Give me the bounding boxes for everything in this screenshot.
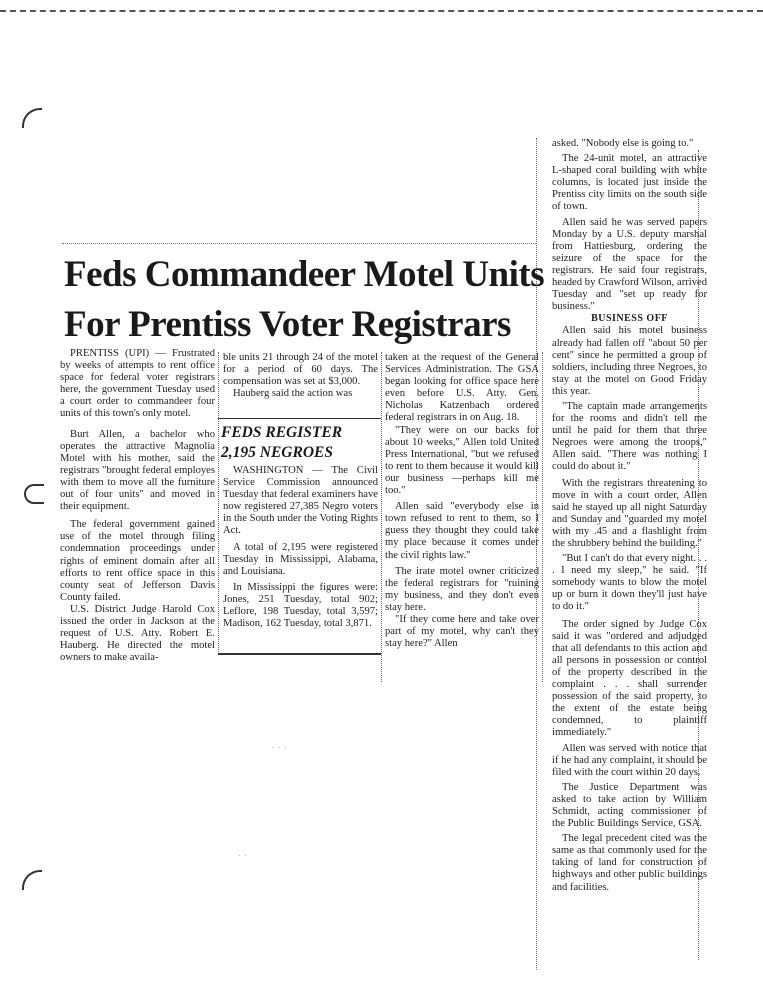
sidebar-headline <box>221 423 349 463</box>
sidebar-story-body <box>223 465 378 630</box>
article-column-1 <box>60 348 215 664</box>
punch-hole-mark <box>24 484 44 504</box>
scan-speck: · · <box>238 852 248 860</box>
crosshead: BUSINESS OFF <box>591 313 668 325</box>
sidebar-bottom-rule <box>218 653 381 655</box>
page-top-edge <box>0 0 763 12</box>
paragraph: WASHINGTON — The Civil Service Commission announced Tuesday that federal examiners have now registered 27,385 Negro voters in the South under the Voting Rights Act. <box>223 465 378 537</box>
paragraph: The irate motel owner criticized the federal registrars for "ruining my business, and they don't even stay here. <box>385 565 539 613</box>
paragraph: Allen said "everybody else in town refused to rent to them, so I guess they thought they could take my place because it comes under the civil rights law." <box>385 501 539 561</box>
paragraph: In Mississippi the figures were: Jones, 251 Tuesday, total 902; Leflore, 198 Tuesday, total 3,597; Madison, 162 Tuesday, total 3,871. <box>223 581 378 630</box>
paragraph: asked. "Nobody else is going to." <box>552 138 694 149</box>
scan-speck: · · · <box>272 744 288 752</box>
paragraph: "If they come here and take over part of my motel, why can't they stay here?" Allen <box>385 613 539 650</box>
paragraph: "But I can't do that every night. . . . I need my sleep," he said. "If somebody wants to blow the motel up or burn it down they'll just have to do it." <box>552 553 707 613</box>
paragraph: "The captain made arrangements for the rooms and didn't tell me until he paid for them that three Negroes were among the troops," Allen said. "There was nothing I could do about it." <box>552 400 707 473</box>
article-headline <box>64 250 552 350</box>
paragraph: Allen said he was served papers Monday by a U.S. deputy marshal from Hattiesburg, ordering the seizure of the space for the registrars. He said four registrars, headed by Crawford Wilson, arrived Tuesday and "set up ready for business." <box>552 216 707 313</box>
punch-hole-mark <box>22 108 42 128</box>
article-column-2 <box>223 352 378 400</box>
column-rule <box>381 352 382 682</box>
paragraph: Burt Allen, a bachelor who operates the attractive Magnolia Motel with his mother, said the registrars "brought federal employes with them to move all the furniture out of four units" and moved in their equipment. <box>60 428 215 513</box>
paragraph: With the registrars threatening to move in with a court order, Allen said he stayed up all night Saturday and Sunday and "guarded my motel with my .45 and a flashlight from the shrubbery behind the building." <box>552 477 707 549</box>
paragraph: The federal government gained use of the motel through filing condemnation proceedings under rights of eminent domain after all efforts to rent office space in this county seat of Jefferson Davis County failed. <box>60 519 215 603</box>
paragraph: U.S. District Judge Harold Cox issued the order in Jackson at the request of U.S. Atty. Robert E. Hauberg. He directed the motel owners to make availa- <box>60 603 215 664</box>
headline-line-1: Feds Commandeer Motel Units <box>64 254 545 295</box>
headline-line-2: For Prentiss Voter Registrars <box>64 304 511 345</box>
paragraph: Allen said his motel business already had fallen off "about 50 per cent" since he permitted a group of soldiers, including three Negroes, to stay at the motel on Good Friday this year. <box>552 325 707 397</box>
paragraph: taken at the request of the General Services Administration. The GSA began looking for office space here even before U.S. Atty. Gen. Nicholas Katzenbach ordered federal registrars in on Aug. 18. <box>385 352 539 424</box>
paragraph: A total of 2,195 were registered Tuesday in Mississippi, Alabama, and Louisiana. <box>223 541 378 577</box>
paragraph: The 24-unit motel, an attractive L-shaped coral building with white columns, is located just inside the Prentiss city limits on the south side of town. <box>552 153 707 213</box>
sidebar-headline-line-2: 2,195 NEGROES <box>221 444 333 461</box>
sidebar-top-rule <box>218 418 381 419</box>
headline-rule <box>62 243 536 244</box>
paragraph: The legal precedent cited was the same as that commonly used for the taking of land for construction of highways and other public buildings and facilities. <box>552 833 707 893</box>
paragraph: ble units 21 through 24 of the motel for a period of 60 days. The compensation was set at $3,000. <box>223 352 378 388</box>
punch-hole-mark <box>22 870 42 890</box>
paragraph: Hauberg said the action was <box>233 388 353 400</box>
paragraph: "They were on our backs for about 10 weeks," Allen told United Press International, "but we refused to rent to them because it would kill our business —perhaps kill me too." <box>385 424 539 497</box>
column-rule <box>542 352 543 682</box>
article-column-4 <box>552 138 707 894</box>
paragraph: The Justice Department was asked to take action by William Schmidt, acting commissioner of the Public Buildings Service, GSA. <box>552 781 707 830</box>
paragraph: Allen was served with notice that if he had any complaint, it should be filed with the court within 20 days. <box>552 742 707 778</box>
sidebar-headline-line-1: FEDS REGISTER <box>221 424 343 441</box>
paragraph: The order signed by Judge Cox said it was "ordered and adjudged that all defendants to this action and all persons in possession or control of the property described in the complaint . . . shall surrender possession of the said property, to the extent of the estate being condemned, to plaintiff immediately." <box>552 618 707 739</box>
column-rule <box>218 352 219 654</box>
article-column-3 <box>385 352 539 650</box>
paragraph: PRENTISS (UPI) — Frustrated by weeks of attempts to rent office space for federal voter registrars here, the government Tuesday used a court order to commandeer four units of this town's only motel. <box>60 348 215 420</box>
